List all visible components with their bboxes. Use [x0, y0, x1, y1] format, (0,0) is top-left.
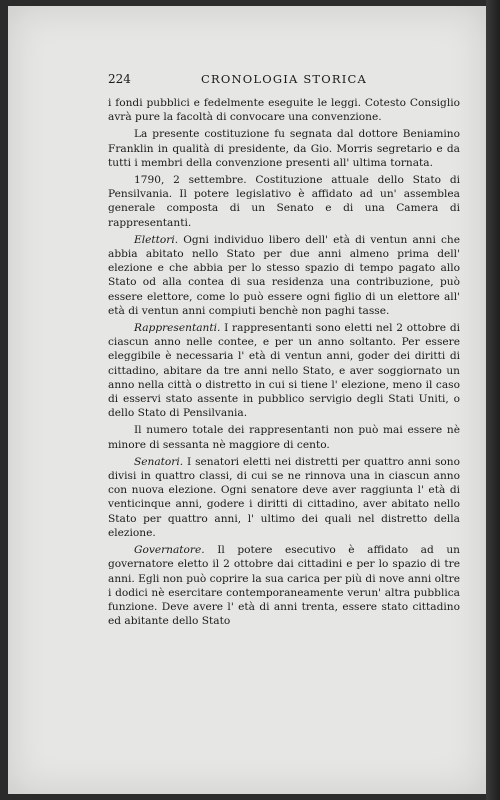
paragraph-2 [108, 127, 460, 170]
paragraph-senatori [108, 455, 460, 540]
paragraph-1 [108, 96, 460, 124]
paragraph-6 [108, 423, 460, 451]
paragraph-governatore [108, 543, 460, 628]
paragraph-lead: Senatori. [134, 455, 184, 468]
book-spine [486, 0, 500, 800]
paragraph-text: Il potere esecutivo è affidato ad un governatore eletto il 2 ottobre dai cittadini e per lo spazio di tre anni. Egli non può coprire la sua carica per più di nove anni oltre i dodici nè esercitare contemporaneamente verun' altra pubblica funzione. Deve avere l' età di anni trenta, essere stato cittadino ed abitante dello Stato [108, 544, 460, 628]
paragraph-lead: Elettori. [134, 233, 179, 246]
paragraph-text: La presente costituzione fu segnata dal dottore Beniamino Franklin in qualità di presidente, da Gio. Morris segretario e da tutti i membri della convenzione presenti all' ultima tornata. [108, 128, 460, 169]
paragraph-lead: Governatore. [134, 544, 205, 557]
running-title: CRONOLOGIA STORICA [200, 72, 367, 86]
page-number: 224 [108, 72, 131, 86]
paragraph-text: Ogni individuo libero dell' età di ventun anni che abbia abitato nello Stato per due anni almeno prima dell' elezione e che abbia per lo stesso spazio di tempo pagato allo Stato od alla contea di sua residenza una contribuzione, può essere elettore, come lo può essere ogni figlio di un elettore all' età di ventun anni compiuti benchè non paghi tasse. [108, 233, 460, 317]
paragraph-rappresentanti [108, 321, 460, 420]
paragraph-elettori [108, 233, 460, 318]
paragraph-text: 1790, 2 settembre. Costituzione attuale dello Stato di Pensilvania. Il potere legislativo è affidato ad un' assemblea generale composta di un Senato e di una Camera di rappresentanti. [108, 174, 460, 229]
paragraph-text: i fondi pubblici e fedelmente eseguite le leggi. Cotesto Consiglio avrà pure la facoltà di convocare una convenzione. [108, 97, 460, 124]
paragraph-text: Il numero totale dei rappresentanti non può mai essere nè minore di sessanta nè maggiore di cento. [108, 424, 460, 451]
paragraph-lead: Rappresentanti. [134, 322, 221, 335]
paragraph-text: I rappresentanti sono eletti nel 2 ottobre di ciascun anno nelle contee, e per un anno soltanto. Per essere eleggibile è necessaria l' età di ventun anni, goder dei diritti di cittadino, abitare da tre anni nello Stato, e aver soggiornato un anno nella città o distretto in cui si tiene l' elezione, meno il caso di esservi stato assente in pubblico servigio degli Stati Uniti, o dello Stato di Pensilvania. [108, 322, 460, 420]
paragraph-3 [108, 173, 460, 230]
page-header [108, 72, 460, 92]
page-content [108, 72, 460, 631]
paragraph-text: I senatori eletti nei distretti per quattro anni sono divisi in quattro classi, di cui se ne rinnova una in ciascun anno con nuova elezione. Ogni senatore deve aver raggiunta l' età di venticinque anni, godere i diritti di cittadino, aver abitato nello Stato per quattro anni, l' ultimo dei quali nel distretto della elezione. [108, 455, 460, 539]
